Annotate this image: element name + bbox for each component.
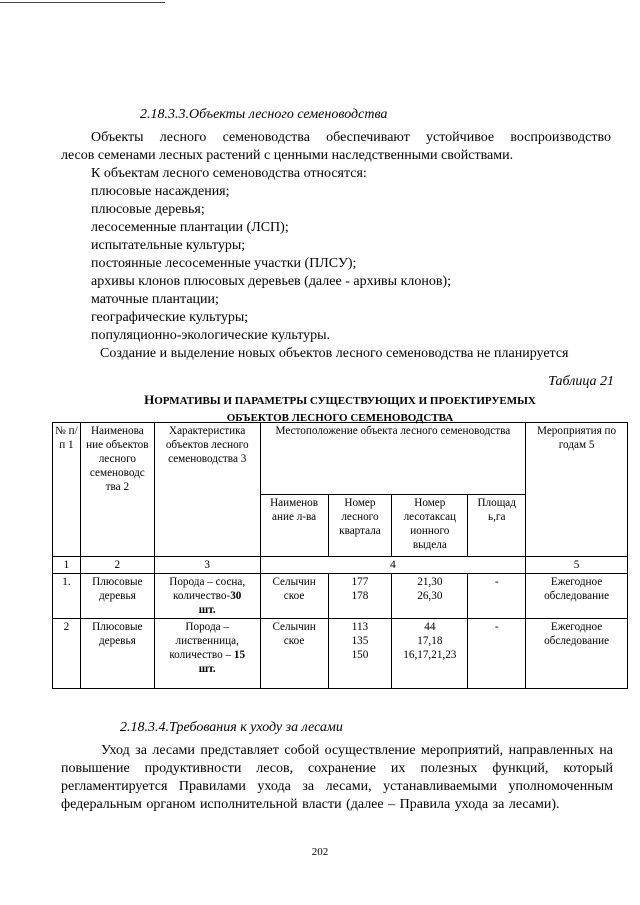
quarter-value: 178	[351, 590, 369, 602]
list-item: плюсовые насаждения;	[91, 184, 230, 199]
table-title-line2: ОБЪЕКТОВ ЛЕСНОГО СЕМЕНОВОДСТВА	[226, 412, 454, 424]
row-characteristic-unit: шт.	[198, 604, 216, 616]
row-num: 2	[53, 619, 81, 689]
list-item: постоянные лесосеменные участки (ПЛСУ);	[91, 256, 357, 271]
col-number: 2	[80, 557, 154, 574]
col-number: 4	[260, 557, 526, 574]
top-rule	[0, 2, 165, 3]
quarter-value: 135	[351, 635, 369, 647]
taxation-value: 16,17,21,23	[403, 649, 457, 661]
quarter-value: 177	[351, 576, 369, 588]
list-item: испытательные культуры;	[91, 238, 246, 253]
row-measure: Ежегодное обследование	[526, 574, 628, 619]
quarter-value: 113	[351, 621, 369, 633]
table-caption: Таблица 21	[548, 374, 614, 389]
taxation-value: 17,18	[417, 635, 443, 647]
seed-objects-table	[52, 422, 628, 689]
row-num: 1.	[53, 574, 81, 619]
header-object-name: Наименова ние объектов лесного семеноводс тва 2	[80, 423, 154, 557]
row-object-name: Плюсовые деревья	[80, 619, 154, 689]
subheader-forestry: Наименов ание л-ва	[260, 495, 328, 557]
row-area: -	[468, 619, 526, 689]
table-title-line1: ОРМАТИВЫ И ПАРАМЕТРЫ СУЩЕСТВУЮЩИХ И ПРОЕКТИРУЕМЫХ	[154, 395, 536, 407]
section-heading-forest-care: 2.18.3.4.Требования к уходу за лесами	[120, 720, 343, 735]
header-location: Местоположение объекта лесного семеноводства	[260, 423, 526, 495]
taxation-value: 21,30	[417, 576, 443, 588]
table-title-initial: Н	[144, 392, 155, 407]
row-forestry: Селычин ское	[260, 619, 328, 689]
header-measures: Мероприятия по годам 5	[526, 423, 628, 557]
row-characteristic	[154, 619, 260, 689]
column-number-row	[53, 557, 628, 574]
list-lead: К объектам лесного семеноводства относятся:	[91, 166, 367, 181]
row-object-name: Плюсовые деревья	[80, 574, 154, 619]
col-number: 5	[526, 557, 628, 574]
row-characteristic-unit: шт.	[198, 663, 216, 675]
col-number: 3	[154, 557, 260, 574]
table-row	[53, 619, 628, 689]
list-item: лесосеменные плантации (ЛСП);	[91, 220, 289, 235]
forest-care-paragraph: Уход за лесами представляет собой осуществление мероприятий, направленных на повышение продуктивности лесов, сохранение их полезных функций, который регламентируется Правилами ухода за лесами, устанавливаемыми уполномоченным федеральным органом исполнительной власти (далее – Правила ухода за лесами).	[61, 743, 613, 812]
section-heading-seed-objects: 2.18.3.3.Объекты лесного семеноводства	[140, 107, 388, 122]
taxation-value: 26,30	[417, 590, 443, 602]
table-row	[53, 574, 628, 619]
subheader-area: Площад ь,га	[468, 495, 526, 557]
subheader-quarter: Номер лесного квартала	[328, 495, 392, 557]
row-characteristic-count: 15	[233, 649, 246, 661]
intro-line-1: Объекты лесного семеноводства обеспечивают устойчивое воспроизводство	[91, 130, 611, 145]
row-characteristic-text: Порода – лиственница, количество –	[169, 621, 239, 661]
row-quarter	[328, 619, 392, 689]
header-num: № п/ п 1	[53, 423, 81, 557]
list-item: архивы клонов плюсовых деревьев (далее - архивы клонов);	[91, 274, 452, 289]
list-item: географические культуры;	[91, 310, 249, 325]
subheader-taxation-unit: Номер лесотаксац ионного выдела	[392, 495, 468, 557]
list-item: маточные плантации;	[91, 292, 219, 307]
header-characteristic: Характеристика объектов лесного семеноводства 3	[154, 423, 260, 557]
closing-sentence: Создание и выделение новых объектов лесного семеноводства не планируется	[100, 346, 569, 361]
row-quarter	[328, 574, 392, 619]
row-characteristic	[154, 574, 260, 619]
row-forestry: Селычин ское	[260, 574, 328, 619]
row-taxation	[392, 574, 468, 619]
page-number: 202	[311, 846, 329, 858]
row-area: -	[468, 574, 526, 619]
row-characteristic-count: 30	[230, 590, 242, 602]
list-item: популяционно-экологические культуры.	[91, 328, 331, 343]
quarter-value: 150	[351, 649, 369, 661]
taxation-value: 44	[424, 621, 436, 633]
row-measure: Ежегодное обследование	[526, 619, 628, 689]
row-characteristic-text: Порода – сосна, количество-	[169, 576, 246, 602]
row-taxation	[392, 619, 468, 689]
col-number: 1	[53, 557, 81, 574]
intro-line-2: лесов семенами лесных растений с ценными наследственными свойствами.	[61, 148, 514, 163]
list-item: плюсовые деревья;	[91, 202, 205, 217]
